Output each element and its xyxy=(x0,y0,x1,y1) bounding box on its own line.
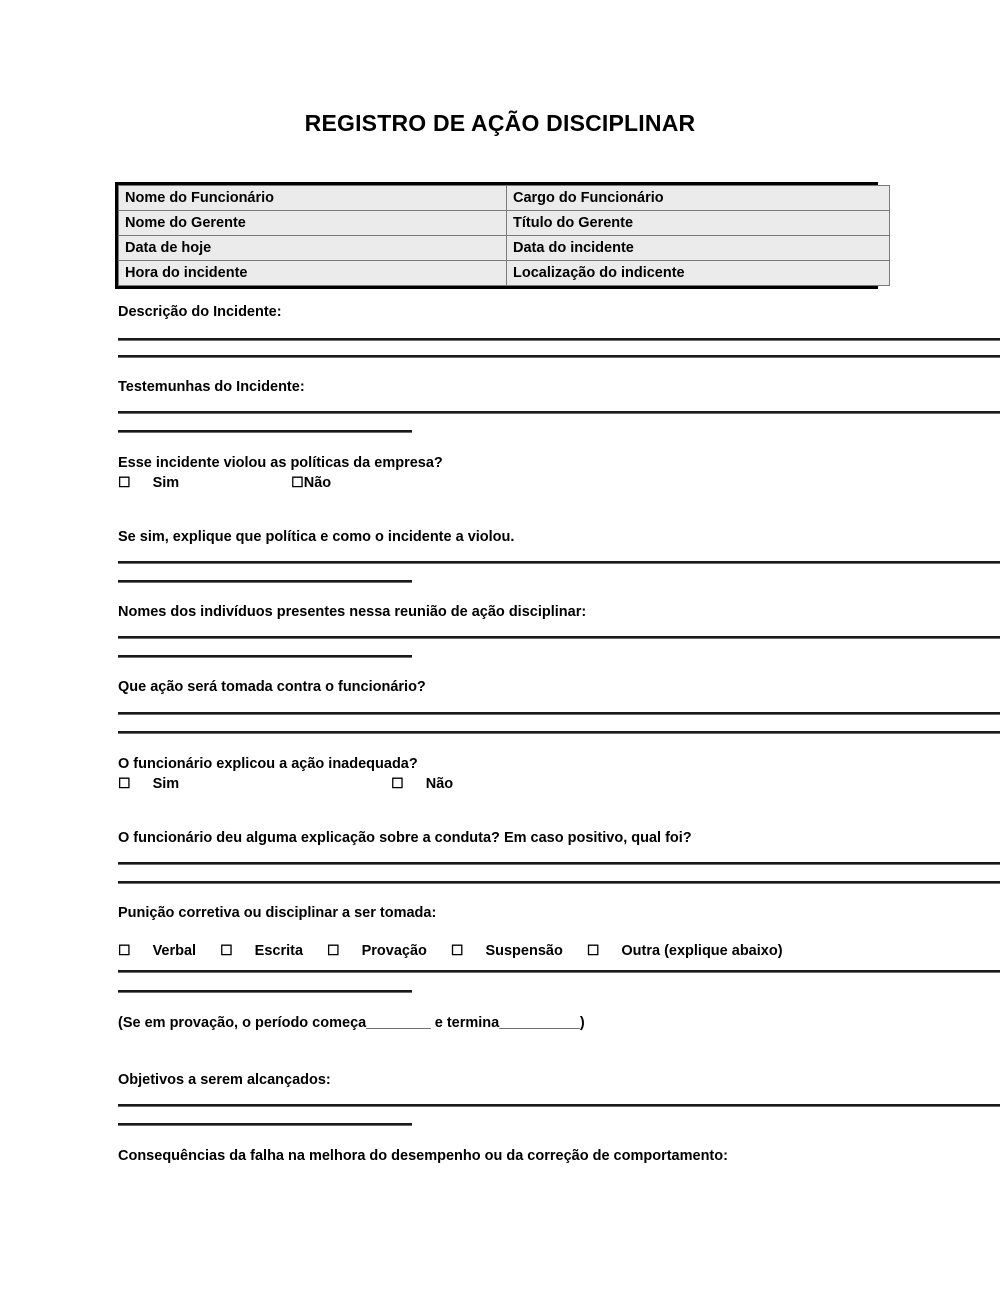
section-attendees xyxy=(118,603,586,622)
label-objectives: Objetivos a serem alcançados: xyxy=(118,1072,331,1088)
checkbox-group-policy-violation xyxy=(118,473,443,493)
label-attendees: Nomes dos indivíduos presentes nessa reunião de ação disciplinar: xyxy=(118,604,587,620)
section-punishment xyxy=(118,904,436,923)
checkbox-icon[interactable]: ☐ xyxy=(586,942,600,958)
checkbox-punishment-probation[interactable] xyxy=(327,941,427,961)
checkbox-punishment-written[interactable] xyxy=(220,941,303,961)
table-row xyxy=(119,211,890,236)
section-probation-period xyxy=(118,1014,585,1033)
page-title: REGISTRO DE AÇÃO DISCIPLINAR xyxy=(304,110,696,136)
checkbox-label: Não xyxy=(303,475,332,491)
writing-line-description-2[interactable] xyxy=(118,355,1000,358)
table-cell-incident-time[interactable]: Hora do incidente xyxy=(119,261,507,286)
checkbox-icon[interactable]: ☐ xyxy=(118,474,131,490)
writing-line-conduct-explanation-1[interactable] xyxy=(118,862,1000,865)
table-row xyxy=(119,236,890,261)
section-employee-explained xyxy=(118,755,453,794)
table-cell-incident-location[interactable]: Localização do indicente xyxy=(507,261,890,286)
label-action-taken: Que ação será tomada contra o funcionário? xyxy=(118,679,426,695)
writing-line-policy-explanation-1[interactable] xyxy=(118,561,1000,564)
label-conduct-explanation: O funcionário deu alguma explicação sobre a conduta? Em caso positivo, qual foi? xyxy=(118,830,692,846)
section-action-taken xyxy=(118,678,426,697)
label-policy-explanation: Se sim, explique que política e como o incidente a violou. xyxy=(118,529,515,545)
checkbox-punishment-suspension[interactable] xyxy=(451,941,563,961)
writing-line-witnesses-2[interactable] xyxy=(118,430,412,433)
writing-line-action-taken-1[interactable] xyxy=(118,712,1000,715)
section-objectives xyxy=(118,1071,331,1090)
checkbox-label: Suspensão xyxy=(485,943,563,959)
checkbox-label: Sim xyxy=(152,475,180,491)
checkbox-label: Escrita xyxy=(254,943,304,959)
writing-line-attendees-2[interactable] xyxy=(118,655,412,658)
checkbox-label: Provação xyxy=(361,943,427,959)
writing-line-description-1[interactable] xyxy=(118,338,1000,341)
writing-line-conduct-explanation-2[interactable] xyxy=(118,881,1000,884)
label-consequences: Consequências da falha na melhora do desempenho ou da correção de comportamento: xyxy=(118,1148,728,1164)
table-cell-employee-position[interactable]: Cargo do Funcionário xyxy=(507,186,890,211)
checkbox-employee-explained-no[interactable] xyxy=(391,774,453,794)
writing-line-objectives-2[interactable] xyxy=(118,1123,412,1126)
checkbox-label: Outra (explique abaixo) xyxy=(621,943,783,959)
label-policy-violation: Esse incidente violou as políticas da empresa? xyxy=(118,455,443,471)
label-probation-period[interactable]: (Se em provação, o período começa________ e termina__________) xyxy=(118,1015,585,1031)
section-conduct-explanation xyxy=(118,829,692,848)
checkbox-policy-violation-yes[interactable] xyxy=(118,473,179,493)
writing-line-policy-explanation-2[interactable] xyxy=(118,580,412,583)
checkbox-policy-violation-no[interactable] xyxy=(291,473,331,493)
section-incident-description xyxy=(118,303,282,322)
checkbox-icon[interactable]: ☐ xyxy=(391,775,404,791)
table-cell-incident-date[interactable]: Data do incidente xyxy=(507,236,890,261)
section-policy-violation xyxy=(118,454,443,493)
label-employee-explained: O funcionário explicou a ação inadequada? xyxy=(118,756,418,772)
table-cell-today-date[interactable]: Data de hoje xyxy=(119,236,507,261)
checkbox-punishment-other[interactable] xyxy=(587,941,783,961)
checkbox-label: Não xyxy=(425,776,454,792)
checkbox-icon[interactable]: ☐ xyxy=(291,474,304,490)
label-punishment: Punição corretiva ou disciplinar a ser tomada: xyxy=(118,905,437,921)
checkbox-icon[interactable]: ☐ xyxy=(327,942,340,958)
checkbox-icon[interactable]: ☐ xyxy=(220,942,233,958)
checkbox-label: Verbal xyxy=(152,943,197,959)
employee-info-table xyxy=(115,182,878,289)
writing-line-action-taken-2[interactable] xyxy=(118,731,1000,734)
checkbox-label: Sim xyxy=(152,776,180,792)
writing-line-witnesses-1[interactable] xyxy=(118,411,1000,414)
writing-line-punishment-1[interactable] xyxy=(118,970,1000,973)
checkbox-punishment-verbal[interactable] xyxy=(118,941,196,961)
checkbox-employee-explained-yes[interactable] xyxy=(118,774,179,794)
section-consequences xyxy=(118,1147,728,1166)
checkbox-group-punishment xyxy=(118,941,783,961)
writing-line-objectives-1[interactable] xyxy=(118,1104,1000,1107)
checkbox-icon[interactable]: ☐ xyxy=(450,942,464,958)
label-incident-description: Descrição do Incidente: xyxy=(118,304,282,320)
table-cell-manager-name[interactable]: Nome do Gerente xyxy=(119,211,507,236)
checkbox-icon[interactable]: ☐ xyxy=(118,942,131,958)
table-cell-employee-name[interactable]: Nome do Funcionário xyxy=(119,186,507,211)
table-cell-manager-title[interactable]: Título do Gerente xyxy=(507,211,890,236)
section-incident-witnesses xyxy=(118,378,305,397)
writing-line-attendees-1[interactable] xyxy=(118,636,1000,639)
table-row xyxy=(119,186,890,211)
checkbox-group-employee-explained xyxy=(118,774,453,794)
label-incident-witnesses: Testemunhas do Incidente: xyxy=(118,379,305,395)
section-policy-explanation xyxy=(118,528,514,547)
table-row xyxy=(119,261,890,286)
checkbox-icon[interactable]: ☐ xyxy=(118,775,131,791)
writing-line-punishment-2[interactable] xyxy=(118,990,412,993)
